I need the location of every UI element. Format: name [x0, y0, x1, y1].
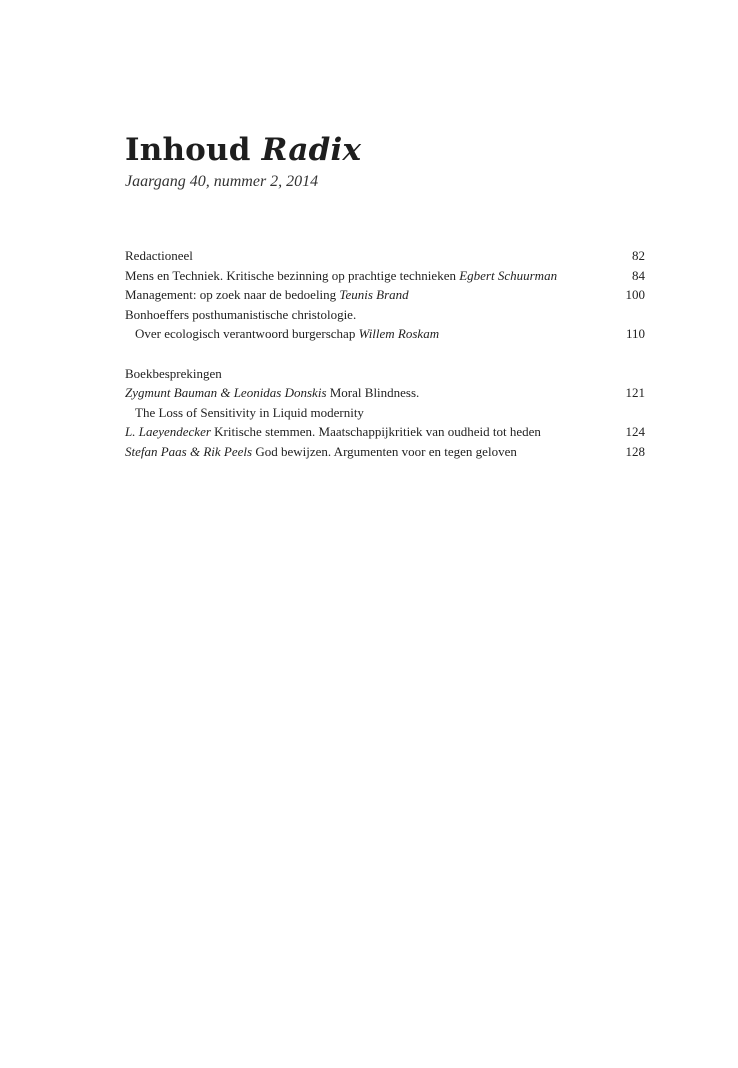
review-entry-title: God bewijzen. Argumenten voor en tegen geloven [255, 443, 517, 459]
review-entry-author: Zygmunt Bauman & Leonidas Donskis [125, 385, 327, 401]
section-gap [125, 344, 645, 364]
review-entry [125, 383, 645, 403]
toc-entry-page: 110 [625, 326, 645, 342]
toc-list [125, 246, 645, 462]
issue-subtitle: Jaargang 40, nummer 2, 2014 [125, 173, 319, 190]
toc-entry-title: Over ecologisch verantwoord burgerschap [135, 326, 356, 342]
toc-entry-author: Teunis Brand [339, 287, 409, 303]
toc-entry-line [125, 305, 645, 325]
toc-entry-page: 100 [625, 287, 645, 303]
review-entry-title: Moral Blindness. [329, 385, 420, 401]
toc-entry-author: Willem Roskam [358, 326, 440, 342]
review-entry-text [125, 442, 618, 462]
toc-entry-text [135, 324, 618, 344]
toc-entry-text [125, 285, 618, 305]
review-entry-title: Kritische stemmen. Maatschappijkritiek van oudheid tot heden [214, 424, 541, 440]
review-entry-title: The Loss of Sensitivity in Liquid modernity [135, 404, 364, 420]
toc-entry [125, 246, 645, 266]
toc-entry-page: 84 [632, 267, 645, 283]
section-heading [125, 364, 645, 384]
toc-entry-title: Mens en Techniek. Kritische bezinning op prachtige technieken [125, 267, 456, 283]
review-entry-text [125, 422, 618, 442]
table-of-contents-page [125, 130, 645, 462]
review-entry-continuation [125, 403, 645, 423]
review-entry-page: 124 [625, 424, 645, 440]
toc-entry [125, 266, 645, 286]
review-entry-page: 128 [625, 443, 645, 459]
toc-entry [125, 285, 645, 305]
review-entry-text [125, 383, 618, 403]
toc-entry-title: Redactioneel [125, 248, 193, 263]
review-entry-author: Stefan Paas & Rik Peels [125, 443, 253, 459]
toc-entry-title: Management: op zoek naar de bedoeling [125, 287, 337, 303]
review-entry [125, 442, 645, 462]
review-entry-page: 121 [625, 385, 645, 401]
toc-entry-continuation [125, 324, 645, 344]
title-main: Inhoud [125, 132, 251, 168]
reviews-heading: Boekbesprekingen [125, 365, 222, 381]
review-entry [125, 422, 645, 442]
toc-entry-text [125, 266, 624, 286]
title-journal-name: Radix [261, 132, 362, 168]
review-entry-author: L. Laeyendecker [125, 424, 211, 440]
toc-entry-title: Bonhoeffers posthumanistische christologie. [125, 306, 357, 322]
toc-entry-author: Egbert Schuurman [459, 267, 558, 283]
toc-entry-page: 82 [632, 248, 645, 263]
page-title [125, 130, 645, 170]
